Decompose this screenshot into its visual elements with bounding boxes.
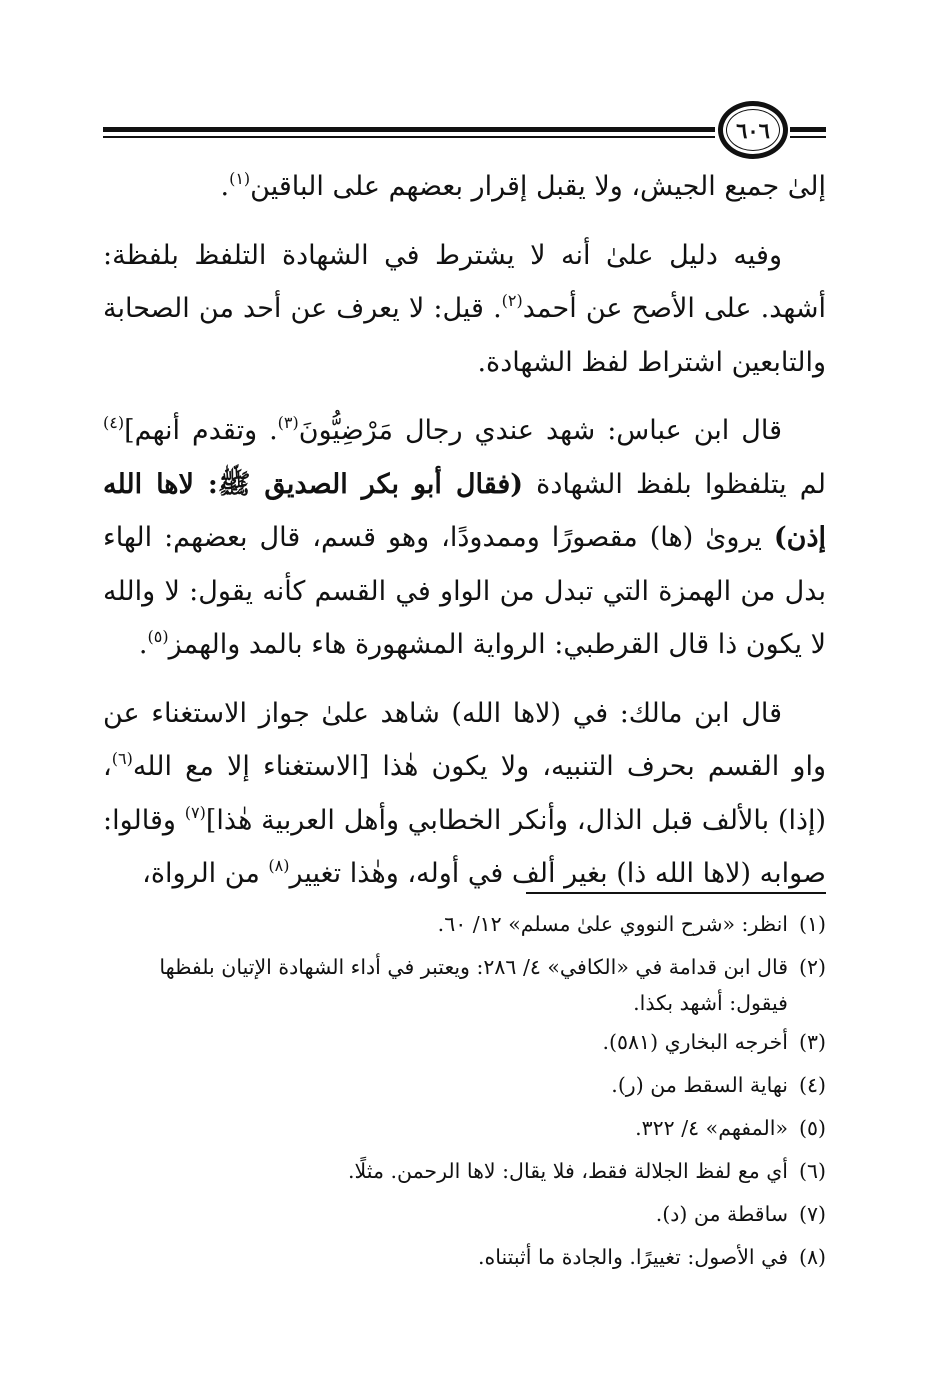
footnote-number: (٣) bbox=[798, 1030, 826, 1054]
footnote-ref-2: (٢) bbox=[501, 291, 523, 310]
hadith-quote: (فقال أبو بكر الصديق ﷺ: لاها الله إذن) bbox=[103, 468, 826, 553]
footnote-item bbox=[103, 1193, 826, 1236]
footnote-item bbox=[103, 1150, 826, 1193]
paragraph-3 bbox=[103, 404, 826, 672]
text-run: قال ابن مالك: في (لاها الله) شاهد علىٰ جواز الاستغناء عن واو القسم بحرف التنبيه، ولا يكون هٰذا [الاستغناء إلا مع الله bbox=[103, 697, 826, 782]
text-run: يروىٰ (ها) مقصورًا وممدودًا، وهو قسم، قال بعضهم: الهاء بدل من الهمزة التي تبدل من الواو في القسم كأنه يقول: لا والله لا يكون ذا قال القرطبي: الرواية المشهورة هاء بالمد والهمز bbox=[103, 522, 826, 660]
footnote-number: (٨) bbox=[798, 1245, 826, 1269]
footnotes bbox=[103, 903, 826, 1279]
header-rule-right-thick bbox=[790, 127, 826, 132]
footnote-number: (١) bbox=[798, 912, 826, 936]
footnote-text: قال ابن قدامة في «الكافي» ٤/ ٢٨٦: ويعتبر في أداء الشهادة الإتيان بلفظها فيقول: أشهد بكذا. bbox=[159, 955, 788, 1015]
text-run: . bbox=[220, 171, 230, 202]
footnote-item bbox=[103, 1236, 826, 1279]
text-run: إلىٰ جميع الجيش، ولا يقبل إقرار بعضهم على الباقين bbox=[250, 171, 826, 202]
text-run: . bbox=[138, 629, 148, 660]
footnote-ref-6: (٦) bbox=[111, 749, 133, 768]
footnote-number: (٧) bbox=[798, 1202, 826, 1226]
header-rule-thin bbox=[103, 136, 715, 138]
footnote-text: أي مع لفظ الجلالة فقط، فلا يقال: لاها الرحمن. مثلًا. bbox=[348, 1159, 788, 1183]
header-rule-right-thin bbox=[790, 136, 826, 138]
footnote-ref-1: (١) bbox=[229, 169, 251, 188]
paragraph-2 bbox=[103, 229, 826, 390]
paragraph-4 bbox=[103, 687, 826, 901]
text-run: . وتقدم أنهم] bbox=[124, 415, 278, 446]
footnote-text: ساقطة من (د). bbox=[655, 1202, 788, 1226]
footnote-item bbox=[103, 1064, 826, 1107]
footnote-item bbox=[103, 1107, 826, 1150]
text-run: من الرواة، bbox=[142, 858, 269, 889]
footnote-text: «المفهم» ٤/ ٣٢٢. bbox=[635, 1116, 788, 1140]
footnote-item bbox=[103, 946, 826, 1021]
paragraph-1 bbox=[103, 160, 826, 214]
footnote-ref-4: (٤) bbox=[103, 413, 125, 432]
footnote-text: نهاية السقط من (ر). bbox=[611, 1073, 788, 1097]
text-run: لم يتلفظوا بلفظ الشهادة bbox=[523, 468, 827, 500]
footnote-number: (٤) bbox=[798, 1073, 826, 1097]
footnote-number: (٦) bbox=[798, 1159, 826, 1183]
text-run: وفيه دليل علىٰ أنه لا يشترط في الشهادة التلفظ بلفظة: أشهد. على الأصح عن أحمد bbox=[103, 239, 826, 324]
footnote-ref-7: (٧) bbox=[184, 802, 206, 822]
footnote-number: (٥) bbox=[798, 1116, 826, 1140]
text-run: قال ابن عباس: شهد عندي رجال مَرْضِيُّونَ bbox=[298, 415, 782, 446]
footnote-separator bbox=[526, 892, 826, 894]
footnote-text: أخرجه البخاري (٥٨١). bbox=[602, 1030, 788, 1054]
footnote-ref-3: (٣) bbox=[277, 413, 299, 432]
footnote-text: في الأصول: تغييرًا. والجادة ما أثبتناه. bbox=[477, 1245, 788, 1269]
footnote-item bbox=[103, 903, 826, 946]
page-number-medallion bbox=[718, 101, 788, 159]
header-rule-thick bbox=[103, 127, 715, 132]
footnote-item bbox=[103, 1021, 826, 1064]
text-run: وقالوا: صوابه (لاها الله ذا) بغير ألف في أوله، وهٰذا تغيير bbox=[103, 804, 826, 889]
text-run: . قيل: لا يعرف عن أحد من الصحابة والتابعين اشتراط لفظ الشهادة. bbox=[103, 293, 826, 378]
footnote-ref-5: (٥) bbox=[147, 627, 169, 646]
text-run: ، (إذا) بالألف قبل الذال، وأنكر الخطابي وأهل العربية هٰذا] bbox=[103, 751, 826, 836]
footnote-number: (٢) bbox=[798, 955, 826, 979]
main-text bbox=[103, 160, 826, 916]
footnote-text: انظر: «شرح النووي علىٰ مسلم» ١٢/ ٦٠. bbox=[437, 912, 788, 936]
footnote-ref-8: (٨) bbox=[268, 856, 290, 875]
page-number: ٦٠٦ bbox=[736, 117, 770, 143]
